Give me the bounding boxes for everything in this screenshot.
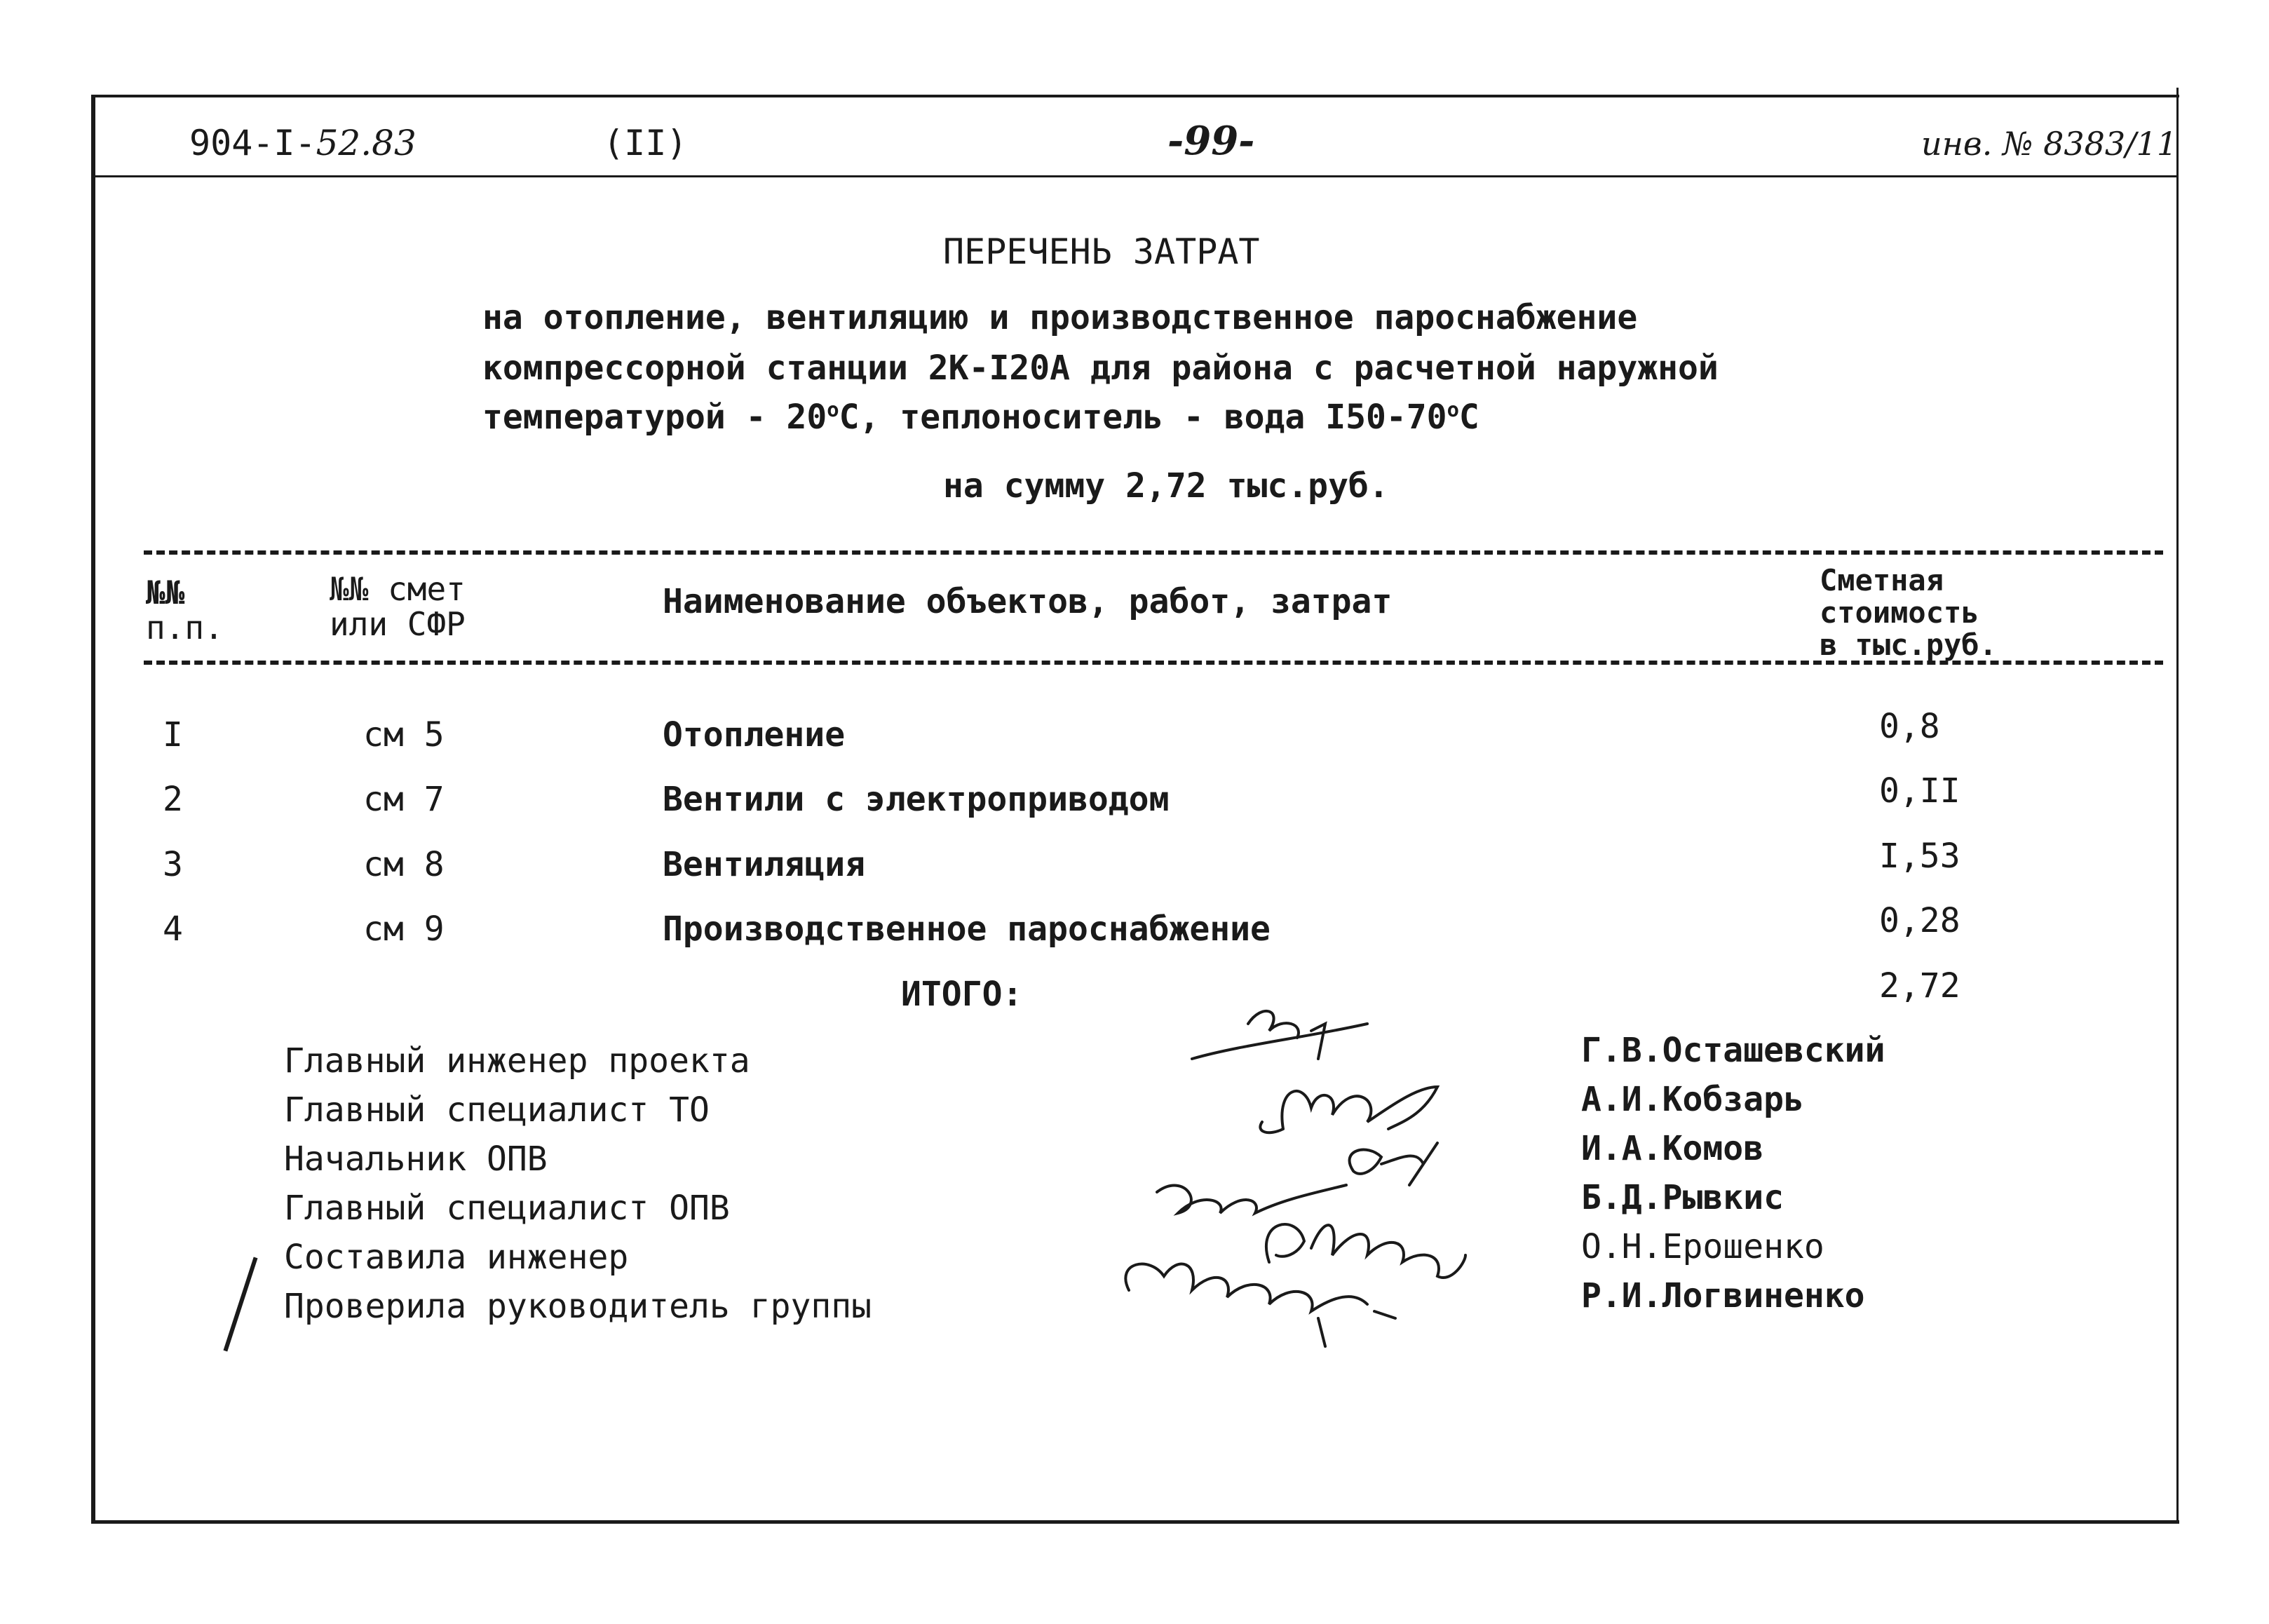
signature-2 [1260, 1087, 1437, 1132]
row-1-number: I [163, 715, 183, 755]
signature-5 [1266, 1224, 1465, 1278]
subtitle-line-2: компрессорной станции 2К-I20А для района с расчетной наружной [482, 349, 1719, 388]
signatory-name-6: Р.И.Логвиненко [1581, 1276, 1865, 1315]
page-number: -99- [1167, 118, 1255, 164]
subtitle-line-1: на отопление, вентиляцию и производственное пароснабжение [482, 298, 1638, 337]
signatory-role-5: Составила инженер [284, 1238, 629, 1277]
signatory-role-4: Главный специалист ОПВ [284, 1189, 730, 1228]
row-2-number: 2 [163, 780, 183, 819]
header-divider [95, 175, 2176, 177]
row-1-name: Отопление [663, 715, 846, 755]
row-1-cost: 0,8 [1879, 707, 1940, 746]
doc-code [189, 123, 416, 163]
signatory-name-1: Г.В.Осташевский [1581, 1031, 1885, 1070]
row-1-estimate: см 5 [363, 715, 445, 755]
document-title: ПЕРЕЧЕНЬ ЗАТРАТ [943, 231, 1260, 272]
margin-slash-mark [224, 1257, 258, 1351]
col-header-estimate: №№ смет или СФР [330, 570, 466, 643]
row-3-estimate: см 8 [363, 845, 445, 884]
row-2-estimate: см 7 [363, 780, 445, 819]
signature-3 [1350, 1143, 1437, 1185]
doc-code-handwritten: 52.83 [316, 123, 416, 163]
row-3-name: Вентиляция [663, 845, 865, 884]
total-label: ИТОГО: [901, 975, 1023, 1014]
total-sum-line: на сумму 2,72 тыс.руб. [943, 466, 1389, 506]
row-3-number: 3 [163, 845, 183, 884]
inventory-number: инв. № 8383/11 [1921, 125, 2178, 163]
table-header-top-rule [144, 550, 2163, 555]
col-header-cost: Сметная стоимость в тыс.руб. [1820, 563, 1997, 662]
frame-top-border [91, 95, 2179, 97]
frame-left-border [91, 95, 95, 1524]
row-4-cost: 0,28 [1879, 901, 1960, 940]
signatory-role-6: Проверила руководитель группы [284, 1287, 872, 1326]
total-value: 2,72 [1879, 966, 1960, 1006]
handwritten-signatures [1073, 982, 1578, 1374]
subtitle-line-3: температурой - 20$^o$С, теплоноситель - вода I50-70$^o$С [482, 398, 1479, 437]
signatory-role-3: Начальник ОПВ [284, 1139, 548, 1179]
signatory-name-4: Б.Д.Рывкис [1581, 1178, 1784, 1217]
col-header-name: Наименование объектов, работ, затрат [663, 582, 1393, 621]
row-4-name: Производственное пароснабжение [663, 909, 1271, 949]
signature-6 [1125, 1264, 1395, 1346]
signatory-name-3: И.А.Комов [1581, 1129, 1764, 1168]
col-header-number: №№ п.п. [146, 574, 224, 647]
row-4-estimate: см 9 [363, 909, 445, 949]
signatory-role-1: Главный инженер проекта [284, 1041, 750, 1081]
signature-4 [1157, 1185, 1346, 1213]
signatory-name-2: А.И.Кобзарь [1581, 1080, 1804, 1119]
frame-bottom-border [91, 1520, 2179, 1524]
row-2-name: Вентили с электроприводом [663, 780, 1170, 819]
signatory-role-2: Главный специалист ТО [284, 1090, 710, 1130]
signature-1 [1192, 1011, 1367, 1059]
row-2-cost: 0,II [1879, 771, 1960, 811]
part-number: (II) [603, 123, 688, 163]
doc-code-printed: 904-I- [189, 123, 316, 163]
row-3-cost: I,53 [1879, 837, 1960, 876]
frame-right-border [2176, 88, 2179, 1524]
table-header-bottom-rule [144, 661, 2163, 665]
signatory-name-5: О.Н.Ерошенко [1581, 1227, 1824, 1266]
row-4-number: 4 [163, 909, 183, 949]
